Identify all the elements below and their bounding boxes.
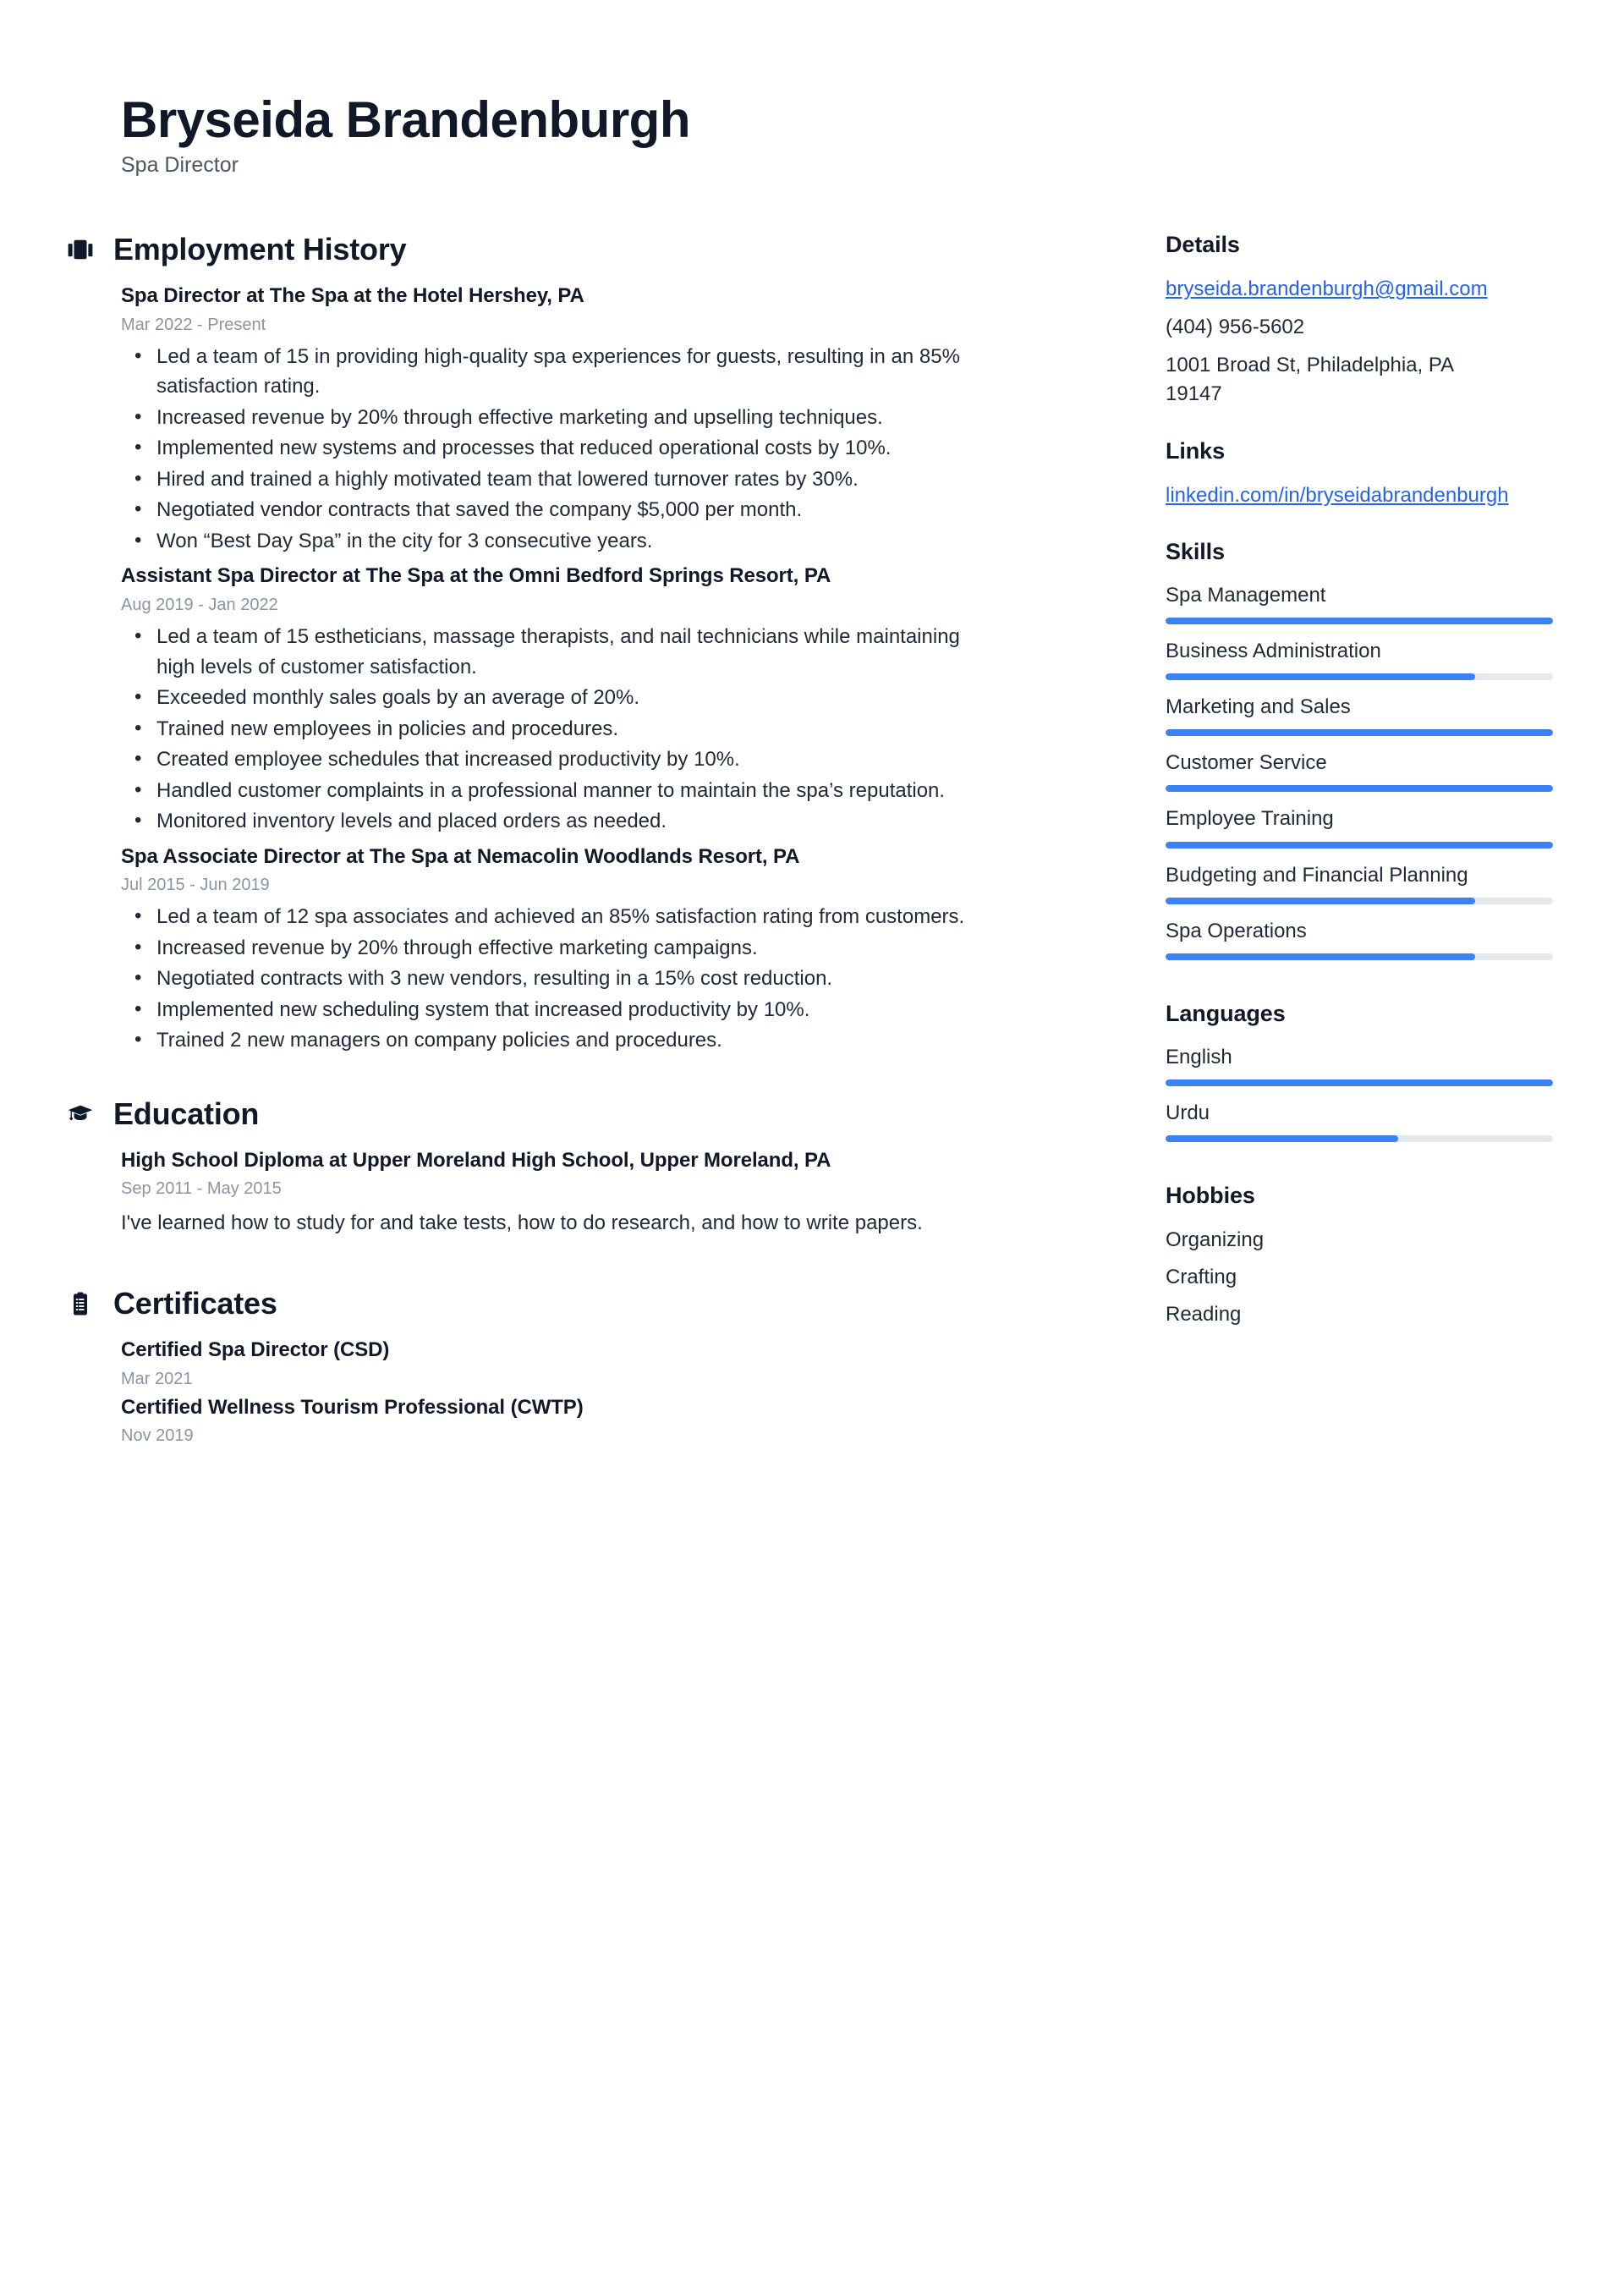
entry-date: Aug 2019 - Jan 2022	[121, 596, 278, 615]
clipboard-list-icon	[66, 1289, 95, 1318]
hobby-item: Organizing	[1166, 1228, 1265, 1252]
phone-text: (404) 956-5602	[1166, 316, 1305, 339]
list-item: • Monitored inventory levels and placed orders as needed.	[121, 806, 973, 837]
skill-item	[1166, 582, 1565, 624]
list-item: • Hired and trained a highly motivated team that lowered turnover rates by 30%.	[121, 464, 973, 495]
list-item: • Implemented new scheduling system that increased productivity by 10%.	[121, 995, 973, 1025]
section-employment-history	[66, 232, 973, 1056]
skill-rating-fill	[1166, 842, 1553, 849]
skill-label: Marketing and Sales	[1166, 695, 1351, 718]
language-rating-fill	[1166, 1135, 1398, 1142]
skill-rating-track	[1166, 673, 1553, 680]
briefcase-icon	[66, 235, 95, 264]
list-item: • Created employee schedules that increased productivity by 10%.	[121, 744, 973, 775]
skill-item	[1166, 862, 1565, 904]
skill-item	[1166, 805, 1565, 848]
employment-entry	[66, 843, 973, 1056]
section-title: Employment History	[113, 232, 407, 267]
skill-rating-fill	[1166, 953, 1475, 960]
skill-item	[1166, 750, 1565, 792]
list-item: • Negotiated contracts with 3 new vendors, resulting in a 15% cost reduction.	[121, 964, 973, 994]
sidebar-title: Details	[1166, 232, 1240, 258]
entry-title: Certified Spa Director (CSD)	[121, 1338, 390, 1361]
page-title: Bryseida Brandenburgh	[121, 91, 690, 148]
list-item: • Won “Best Day Spa” in the city for 3 consecutive years.	[121, 526, 973, 557]
skill-rating-track	[1166, 953, 1553, 960]
language-rating-track	[1166, 1135, 1553, 1142]
skill-rating-track	[1166, 898, 1553, 904]
certificate-entry	[66, 1394, 973, 1448]
employment-entry	[66, 283, 973, 556]
skill-item	[1166, 694, 1565, 736]
sidebar-block-languages	[1166, 1001, 1565, 1142]
sidebar-title: Hobbies	[1166, 1183, 1255, 1209]
skill-rating-track	[1166, 618, 1553, 624]
list-item: • Trained new employees in policies and procedures.	[121, 714, 973, 744]
skill-label: Budgeting and Financial Planning	[1166, 863, 1468, 887]
main-column	[0, 232, 973, 1466]
linkedin-link[interactable]: linkedin.com/in/bryseidabrandenburgh	[1166, 483, 1509, 507]
section-title: Certificates	[113, 1286, 277, 1321]
sidebar-block-skills	[1166, 539, 1565, 960]
resume-header	[0, 0, 1624, 178]
skill-label: Spa Operations	[1166, 919, 1307, 942]
list-item: • Led a team of 15 in providing high-quality spa experiences for guests, resulting in an 85% satisfaction rating.	[121, 342, 973, 402]
entry-bullet-list	[121, 622, 973, 837]
job-title-subtitle: Spa Director	[121, 153, 239, 178]
skill-label: Employee Training	[1166, 807, 1334, 831]
skill-item	[1166, 638, 1565, 680]
skill-rating-fill	[1166, 729, 1553, 736]
language-rating-track	[1166, 1079, 1553, 1086]
sidebar-block-links	[1166, 438, 1565, 510]
skill-label: Business Administration	[1166, 639, 1381, 662]
sidebar-block-details	[1166, 232, 1565, 409]
address-line-2: 19147	[1166, 382, 1222, 406]
language-rating-fill	[1166, 1079, 1553, 1086]
entry-date: Jul 2015 - Jun 2019	[121, 876, 270, 895]
list-item: • Negotiated vendor contracts that saved the company $5,000 per month.	[121, 495, 973, 525]
education-entry	[66, 1147, 973, 1239]
entry-date: Nov 2019	[121, 1426, 194, 1446]
list-item: • Handled customer complaints in a professional manner to maintain the spa’s reputation.	[121, 776, 973, 806]
skill-rating-fill	[1166, 898, 1475, 904]
section-header	[66, 1286, 973, 1321]
hobby-item: Reading	[1166, 1303, 1242, 1327]
entry-title: Spa Director at The Spa at the Hotel Hershey, PA	[121, 284, 584, 308]
entry-title: Spa Associate Director at The Spa at Nemacolin Woodlands Resort, PA	[121, 844, 800, 868]
entry-date: Sep 2011 - May 2015	[121, 1179, 282, 1199]
skill-rating-fill	[1166, 673, 1475, 680]
skill-rating-track	[1166, 785, 1553, 792]
sidebar-title: Languages	[1166, 1000, 1286, 1026]
sidebar-title: Skills	[1166, 538, 1225, 564]
entry-title: High School Diploma at Upper Moreland High School, Upper Moreland, PA	[121, 1148, 831, 1172]
resume-body	[0, 178, 1624, 1466]
language-item	[1166, 1100, 1565, 1142]
hobby-item: Crafting	[1166, 1266, 1237, 1289]
employment-entry	[66, 563, 973, 836]
entry-date: Mar 2021	[121, 1369, 193, 1388]
address-line-1: 1001 Broad St, Philadelphia, PA	[1166, 354, 1455, 377]
list-item: • Trained 2 new managers on company policies and procedures.	[121, 1025, 973, 1056]
skill-item	[1166, 918, 1565, 960]
section-certificates	[66, 1286, 973, 1447]
language-item	[1166, 1044, 1565, 1086]
sidebar	[973, 232, 1624, 1358]
list-item: • Led a team of 15 estheticians, massage therapists, and nail technicians while maintaining high levels of customer satisfaction.	[121, 622, 973, 682]
skill-label: Customer Service	[1166, 751, 1327, 775]
list-item: • Led a team of 12 spa associates and achieved an 85% satisfaction rating from customers.	[121, 902, 973, 932]
email-link[interactable]: bryseida.brandenburgh@gmail.com	[1166, 277, 1488, 301]
skill-rating-fill	[1166, 618, 1553, 624]
sidebar-title: Links	[1166, 437, 1226, 464]
skill-rating-track	[1166, 842, 1553, 849]
list-item: • Increased revenue by 20% through effective marketing and upselling techniques.	[121, 403, 973, 433]
language-label: English	[1166, 1045, 1232, 1068]
list-item: • Implemented new systems and processes that reduced operational costs by 10%.	[121, 433, 973, 464]
entry-bullet-list	[121, 342, 973, 557]
entry-description: I've learned how to study for and take tests, how to do research, and how to write papers.	[121, 1211, 923, 1235]
list-item: • Exceeded monthly sales goals by an average of 20%.	[121, 683, 973, 713]
section-header	[66, 1096, 973, 1132]
section-education	[66, 1096, 973, 1239]
skill-label: Spa Management	[1166, 583, 1326, 607]
entry-title: Assistant Spa Director at The Spa at the Omni Bedford Springs Resort, PA	[121, 564, 831, 588]
entry-bullet-list	[121, 902, 973, 1056]
section-title: Education	[113, 1096, 260, 1131]
certificate-entry	[66, 1337, 973, 1391]
entry-title: Certified Wellness Tourism Professional (CWTP)	[121, 1395, 584, 1419]
skill-rating-track	[1166, 729, 1553, 736]
graduation-cap-icon	[66, 1100, 95, 1129]
language-label: Urdu	[1166, 1101, 1210, 1125]
section-header	[66, 232, 973, 267]
skill-rating-fill	[1166, 785, 1553, 792]
list-item: • Increased revenue by 20% through effective marketing campaigns.	[121, 933, 973, 964]
sidebar-block-hobbies	[1166, 1183, 1565, 1329]
entry-date: Mar 2022 - Present	[121, 315, 266, 334]
